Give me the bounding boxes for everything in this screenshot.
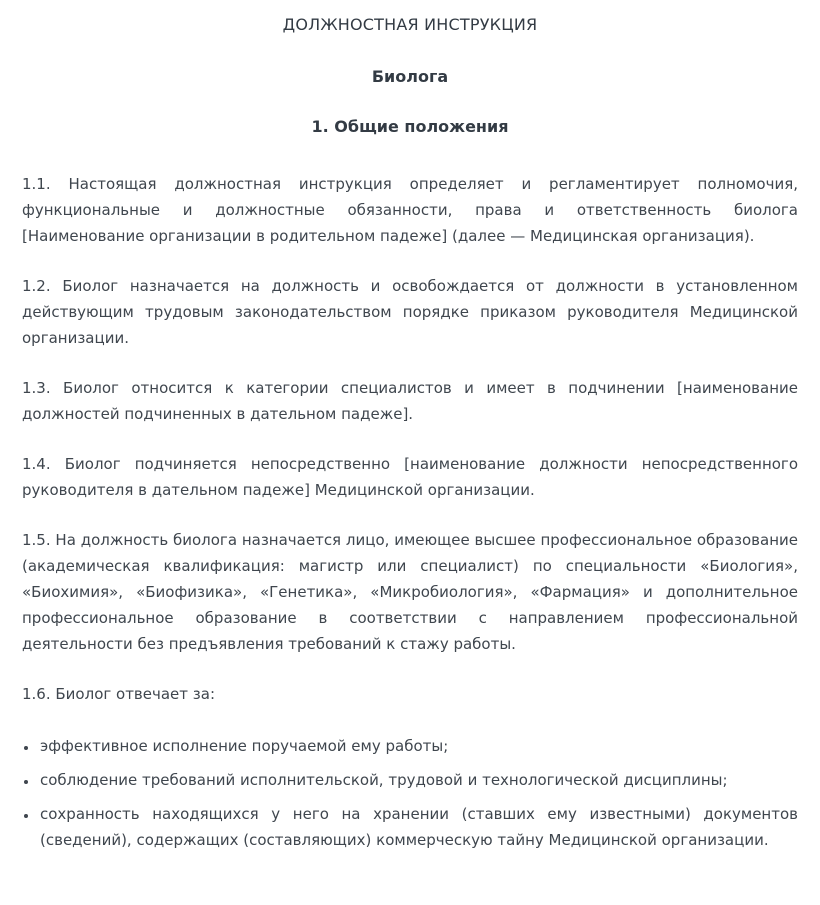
list-item-responsibility-1: • эффективное исполнение поручаемой ему работы; <box>38 733 798 759</box>
paragraph-1-5: 1.5. На должность биолога назначается лицо, имеющее высшее профессиональное образование (академическая квалификация: магистр или специалист) по специальности «Биология», «Биохимия», «Биофизика», «Генетика», «Микробиология», «Фармация» и дополнительное профессиональное образование в соответствии с направлением профессиональной деятельности без предъявления требований к стажу работы. <box>22 531 798 653</box>
list-item-responsibility-3: • сохранность находящихся у него на хранении (ставших ему известными) документов (сведений), содержащих (составляющих) коммерческую тайну Медицинской организации. <box>38 801 798 853</box>
paragraph-1-6: 1.6. Биолог отвечает за: <box>22 685 216 703</box>
paragraph-1-1: 1.1. Настоящая должностная инструкция определяет и регламентирует полномочия, функциональные и должностные обязанности, права и ответственность биолога [Наименование организации в родительном падеже] (далее — Медицинская организация). <box>22 175 798 245</box>
responsibilities-list <box>22 733 798 853</box>
paragraph-1-3: 1.3. Биолог относится к категории специалистов и имеет в подчинении [наименование должностей подчиненных в дательном падеже]. <box>22 379 798 423</box>
section-heading-general-provisions: 1. Общие положения <box>311 117 509 136</box>
list-item-responsibility-2: • соблюдение требований исполнительской, трудовой и технологической дисциплины; <box>38 767 798 793</box>
document-subtitle: Биолога <box>371 67 449 86</box>
document-title: ДОЛЖНОСТНАЯ ИНСТРУКЦИЯ <box>282 15 538 34</box>
paragraph-1-2: 1.2. Биолог назначается на должность и освобождается от должности в установленном действующим трудовым законодательством порядке приказом руководителя Медицинской организации. <box>22 277 798 347</box>
paragraph-1-4: 1.4. Биолог подчиняется непосредственно [наименование должности непосредственного руководителя в дательном падеже] Медицинской организации. <box>22 455 798 499</box>
document-page <box>0 13 820 853</box>
